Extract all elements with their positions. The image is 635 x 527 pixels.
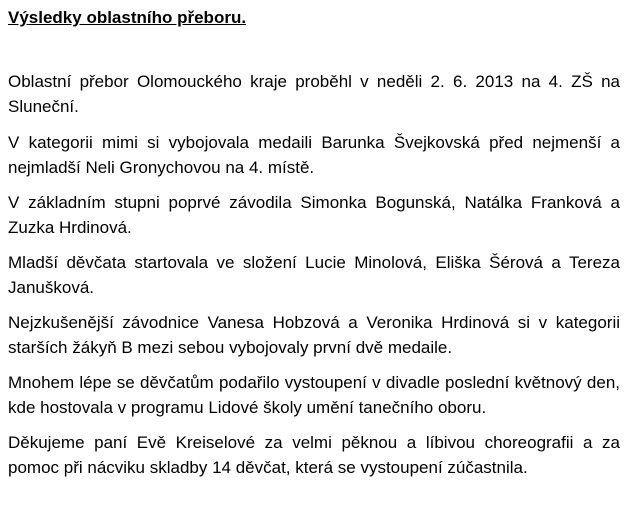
paragraph-1: Oblastní přebor Olomouckého kraje proběhl v neděli 2. 6. 2013 na 4. ZŠ na Sluneční. xyxy=(8,72,620,116)
paragraph-6: Mnohem lépe se děvčatům podařilo vystoupení v divadle poslední květnový den, kde hostovala v programu Lidové školy umění tanečního oboru. xyxy=(8,373,620,417)
paragraph-4: Mladší děvčata startovala ve složení Lucie Minolová, Eliška Šérová a Tereza Janušková. xyxy=(8,253,620,297)
document-title: Výsledky oblastního přeboru. xyxy=(8,8,247,27)
document xyxy=(8,0,620,480)
paragraph-2: V kategorii mimi si vybojovala medaili Barunka Švejkovská před nejmenší a nejmladší Neli Gronychovou na 4. místě. xyxy=(8,133,620,177)
paragraph-5: Nejzkušenější závodnice Vanesa Hobzová a Veronika Hrdinová si v kategorii starších žákyň B mezi sebou vybojovaly první dvě medaile. xyxy=(8,313,620,357)
paragraph-7: Děkujeme paní Evě Kreiselové za velmi pěknou a líbivou choreografii a za pomoc při nácviku skladby 14 děvčat, která se vystoupení zúčastnila. xyxy=(8,433,620,477)
paragraph-3: V základním stupni poprvé závodila Simonka Bogunská, Natálka Franková a Zuzka Hrdinová. xyxy=(8,193,620,237)
